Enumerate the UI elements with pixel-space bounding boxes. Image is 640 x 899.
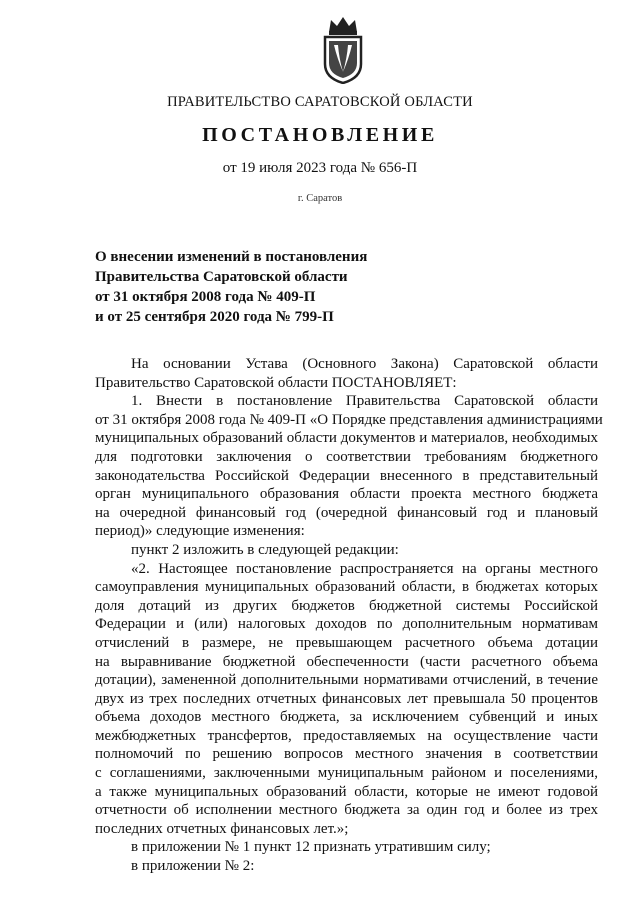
body-line: объема доходов местного бюджета, за исключением субвенций и иных [95,709,598,726]
body-line: с соглашениями, заключенными муниципальным районом и поселениями, [95,765,598,782]
body-line: орган муниципального образования области проекта местного бюджета [95,486,598,503]
body-line: пункт 2 изложить в следующей редакции: [131,541,399,558]
body-line: самоуправления муниципальных образований области, в бюджетах которых [95,579,598,596]
body-line: отчислений в размере, не превышающем расчетного объема дотации [95,634,598,651]
body-line: от 31 октября 2008 года № 409-П «О Порядке представления администрациями [95,411,603,428]
subject-line: О внесении изменений в постановления [95,249,368,265]
body-line: На основании Устава (Основного Закона) Саратовской области [131,356,598,372]
body-line: 1. Внести в постановление Правительства Саратовской области [131,393,598,410]
body-line: последних отчетных финансовых лет.»; [95,820,349,837]
subject-line: от 31 октября 2008 года № 409-П [95,289,316,305]
body-line: в приложении № 1 пункт 12 признать утратившим силу; [131,839,491,856]
body-line: межбюджетных трансфертов, предоставляемых на осуществление части [95,727,598,744]
body-line: Федерации и (или) налоговых доходов по дополнительным нормативам [95,616,598,633]
body-line: двух из трех последних отчетных финансовых лет превышала 50 процентов [95,690,598,707]
body-line: отчетности об исполнении местного бюджета за один год и более из трех [95,802,598,819]
body-line: на выравнивание бюджетной обеспеченности (части расчетного объема [95,653,598,670]
document-body [95,355,603,876]
document-date-number: от 19 июля 2023 года № 656-П [222,160,418,176]
body-line: полномочий по решению вопросов местного значения в соответствии [95,746,598,763]
document-city: г. Саратов [297,193,343,204]
subject-line: и от 25 сентября 2020 года № 799-П [95,309,334,325]
saratov-coat-of-arms-icon [319,14,367,84]
body-line: Правительство Саратовской области ПОСТАНОВЛЯЕТ: [95,374,457,391]
subject-line: Правительства Саратовской области [95,269,348,285]
body-line: муниципальных образований области документов и материалов, необходимых [95,430,598,447]
document-subject [95,247,515,327]
body-line: а также муниципальных образований области, которые не имеют годовой [95,783,598,800]
body-line: доля дотаций из других бюджетов бюджетной системы Российской [95,597,598,614]
body-line: для подготовки заключения о соответствии требованиям бюджетного [95,448,598,465]
body-line: период)» следующие изменения: [95,523,305,540]
body-line: на очередной финансовый год (очередной финансовый год и плановый [95,504,598,521]
body-line: в приложении № 2: [131,858,255,875]
document-type-title: ПОСТАНОВЛЕНИЕ [202,124,438,146]
government-name: ПРАВИТЕЛЬСТВО САРАТОВСКОЙ ОБЛАСТИ [167,94,473,110]
body-line: дотации), замененной дополнительными нормативами отчислений, в течение [95,672,598,689]
body-line: законодательства Российской Федерации внесенного в представительный [95,467,598,484]
body-line: «2. Настоящее постановление распространяется на органы местного [131,560,598,577]
